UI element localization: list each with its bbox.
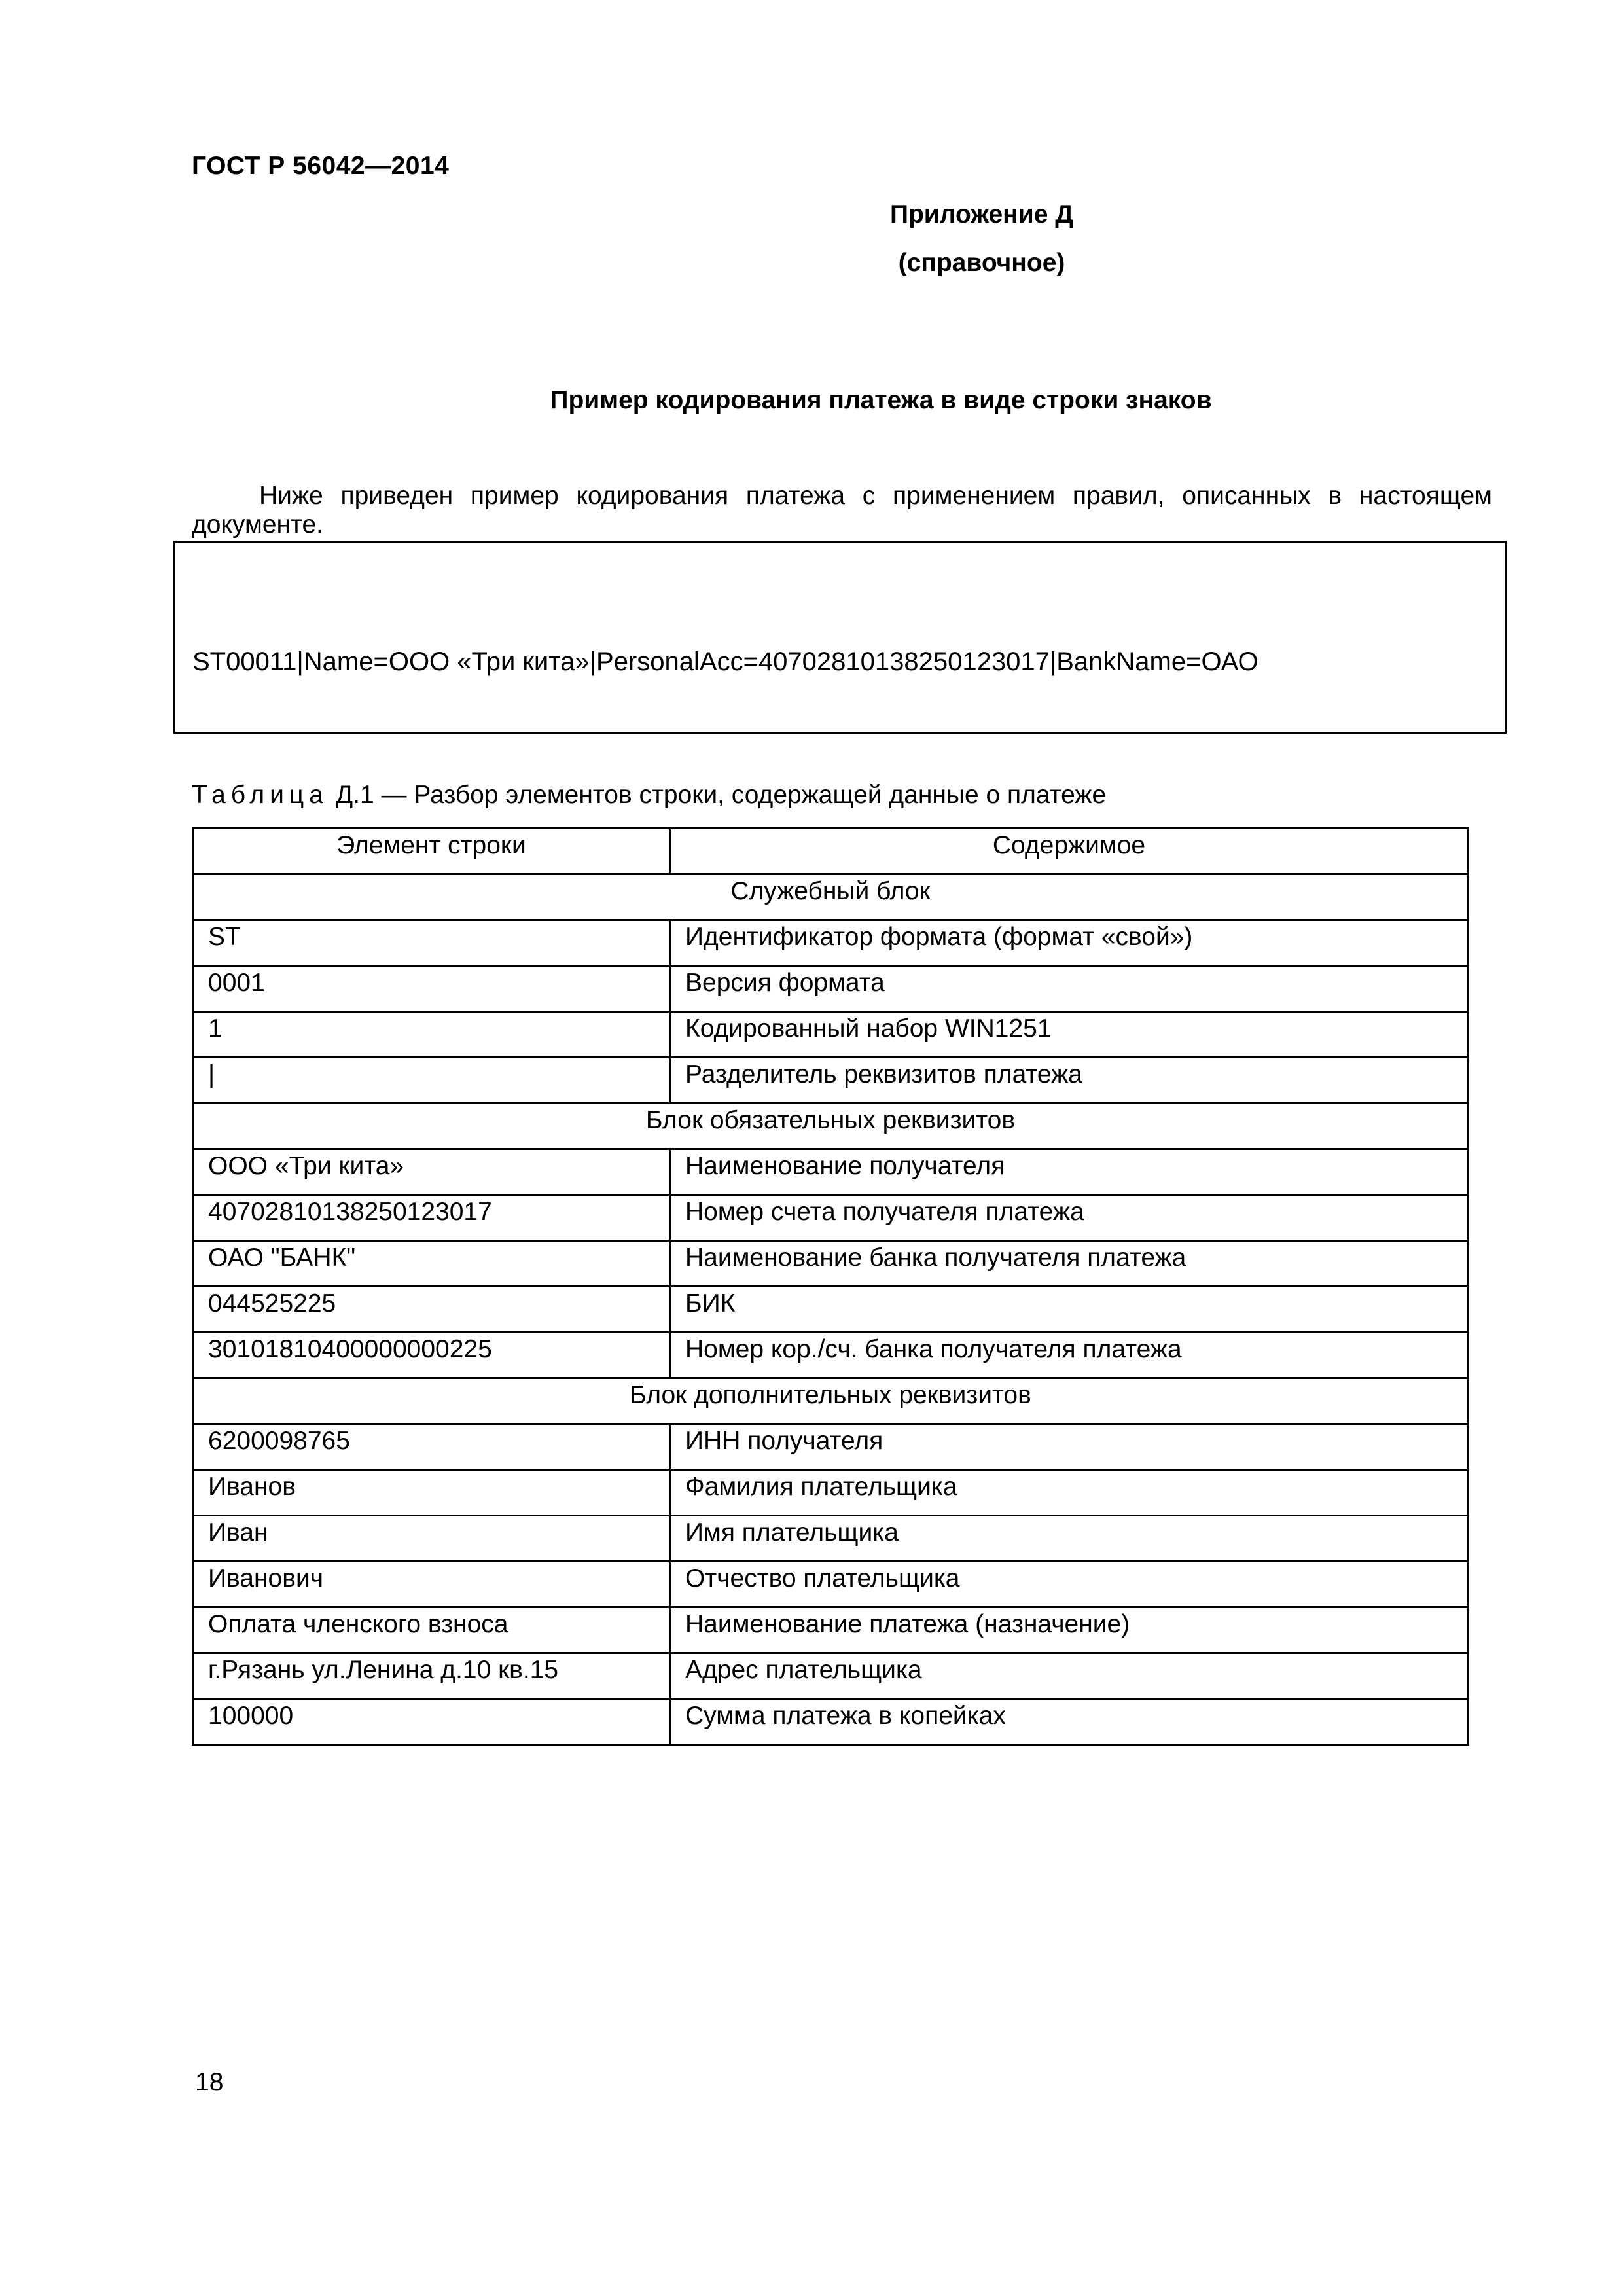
content-cell: Отчество плательщика bbox=[670, 1562, 1469, 1607]
table-row bbox=[193, 1058, 1469, 1103]
group-title: Блок обязательных реквизитов bbox=[193, 1103, 1469, 1149]
element-cell: ОАО "БАНК" bbox=[193, 1241, 670, 1287]
page-number: 18 bbox=[195, 2068, 224, 2096]
table-row bbox=[193, 1424, 1469, 1470]
element-cell: 6200098765 bbox=[193, 1424, 670, 1470]
content-cell: Разделитель реквизитов платежа bbox=[670, 1058, 1469, 1103]
table-row bbox=[193, 1241, 1469, 1287]
table-group-row bbox=[193, 1378, 1469, 1424]
table-body bbox=[193, 874, 1469, 1745]
content-cell: Адрес плательщика bbox=[670, 1653, 1469, 1699]
element-cell: 100000 bbox=[193, 1699, 670, 1745]
element-cell: 044525225 bbox=[193, 1287, 670, 1333]
element-cell: ST bbox=[193, 920, 670, 966]
content-cell: Номер счета получателя платежа bbox=[670, 1195, 1469, 1241]
element-cell: Оплата членского взноса bbox=[193, 1607, 670, 1653]
encoded-string-box bbox=[173, 541, 1507, 734]
table-row bbox=[193, 1653, 1469, 1699]
table-row bbox=[193, 1699, 1469, 1745]
content-cell: БИК bbox=[670, 1287, 1469, 1333]
content-cell: Номер кор./сч. банка получателя платежа bbox=[670, 1333, 1469, 1378]
content-cell: Идентификатор формата (формат «свой») bbox=[670, 920, 1469, 966]
content-cell: ИНН получателя bbox=[670, 1424, 1469, 1470]
table-row bbox=[193, 1012, 1469, 1058]
element-cell: 0001 bbox=[193, 966, 670, 1012]
element-cell: | bbox=[193, 1058, 670, 1103]
element-cell: Иванов bbox=[193, 1470, 670, 1516]
content-cell: Кодированный набор WIN1251 bbox=[670, 1012, 1469, 1058]
header-content: Содержимое bbox=[670, 829, 1469, 874]
table-row bbox=[193, 1287, 1469, 1333]
encoded-string-line: ST00011|Name=ООО «Три кита»|PersonalAcc=40702810138250123017|BankName=ОАО bbox=[192, 647, 1258, 676]
table-row bbox=[193, 1195, 1469, 1241]
table-header-row bbox=[193, 829, 1469, 874]
content-cell: Наименование банка получателя платежа bbox=[670, 1241, 1469, 1287]
group-title: Блок дополнительных реквизитов bbox=[193, 1378, 1469, 1424]
content-cell: Версия формата bbox=[670, 966, 1469, 1012]
table-caption-text: Д.1 — Разбор элементов строки, содержащей данные о платеже bbox=[328, 781, 1107, 809]
table-row bbox=[193, 1470, 1469, 1516]
breakdown-table bbox=[192, 827, 1469, 1746]
standard-code: ГОСТ Р 56042—2014 bbox=[192, 152, 450, 180]
content-cell: Сумма платежа в копейках bbox=[670, 1699, 1469, 1745]
element-cell: Иванович bbox=[193, 1562, 670, 1607]
table-group-row bbox=[193, 874, 1469, 920]
content-cell: Фамилия плательщика bbox=[670, 1470, 1469, 1516]
group-title: Служебный блок bbox=[193, 874, 1469, 920]
header-element: Элемент строки bbox=[193, 829, 670, 874]
element-cell: г.Рязань ул.Ленина д.10 кв.15 bbox=[193, 1653, 670, 1699]
table-row bbox=[193, 920, 1469, 966]
element-cell: 40702810138250123017 bbox=[193, 1195, 670, 1241]
content-cell: Наименование платежа (назначение) bbox=[670, 1607, 1469, 1653]
intro-paragraph: Ниже приведен пример кодирования платежа с применением правил, описанных в настоящем документе. bbox=[192, 482, 1492, 539]
table-row bbox=[193, 966, 1469, 1012]
appendix-title: Приложение Д bbox=[889, 200, 1074, 228]
table-row bbox=[193, 1562, 1469, 1607]
section-title: Пример кодирования платежа в виде строки знаков bbox=[550, 386, 1212, 414]
content-cell: Имя плательщика bbox=[670, 1516, 1469, 1562]
table-row bbox=[193, 1149, 1469, 1195]
content-cell: Наименование получателя bbox=[670, 1149, 1469, 1195]
table-row bbox=[193, 1333, 1469, 1378]
table-row bbox=[193, 1607, 1469, 1653]
table-caption bbox=[192, 781, 1106, 810]
table-caption-label: Таблица bbox=[192, 781, 329, 809]
element-cell: ООО «Три кита» bbox=[193, 1149, 670, 1195]
element-cell: Иван bbox=[193, 1516, 670, 1562]
appendix-kind: (справочное) bbox=[898, 249, 1065, 277]
element-cell: 1 bbox=[193, 1012, 670, 1058]
table-group-row bbox=[193, 1103, 1469, 1149]
element-cell: 30101810400000000225 bbox=[193, 1333, 670, 1378]
table-row bbox=[193, 1516, 1469, 1562]
